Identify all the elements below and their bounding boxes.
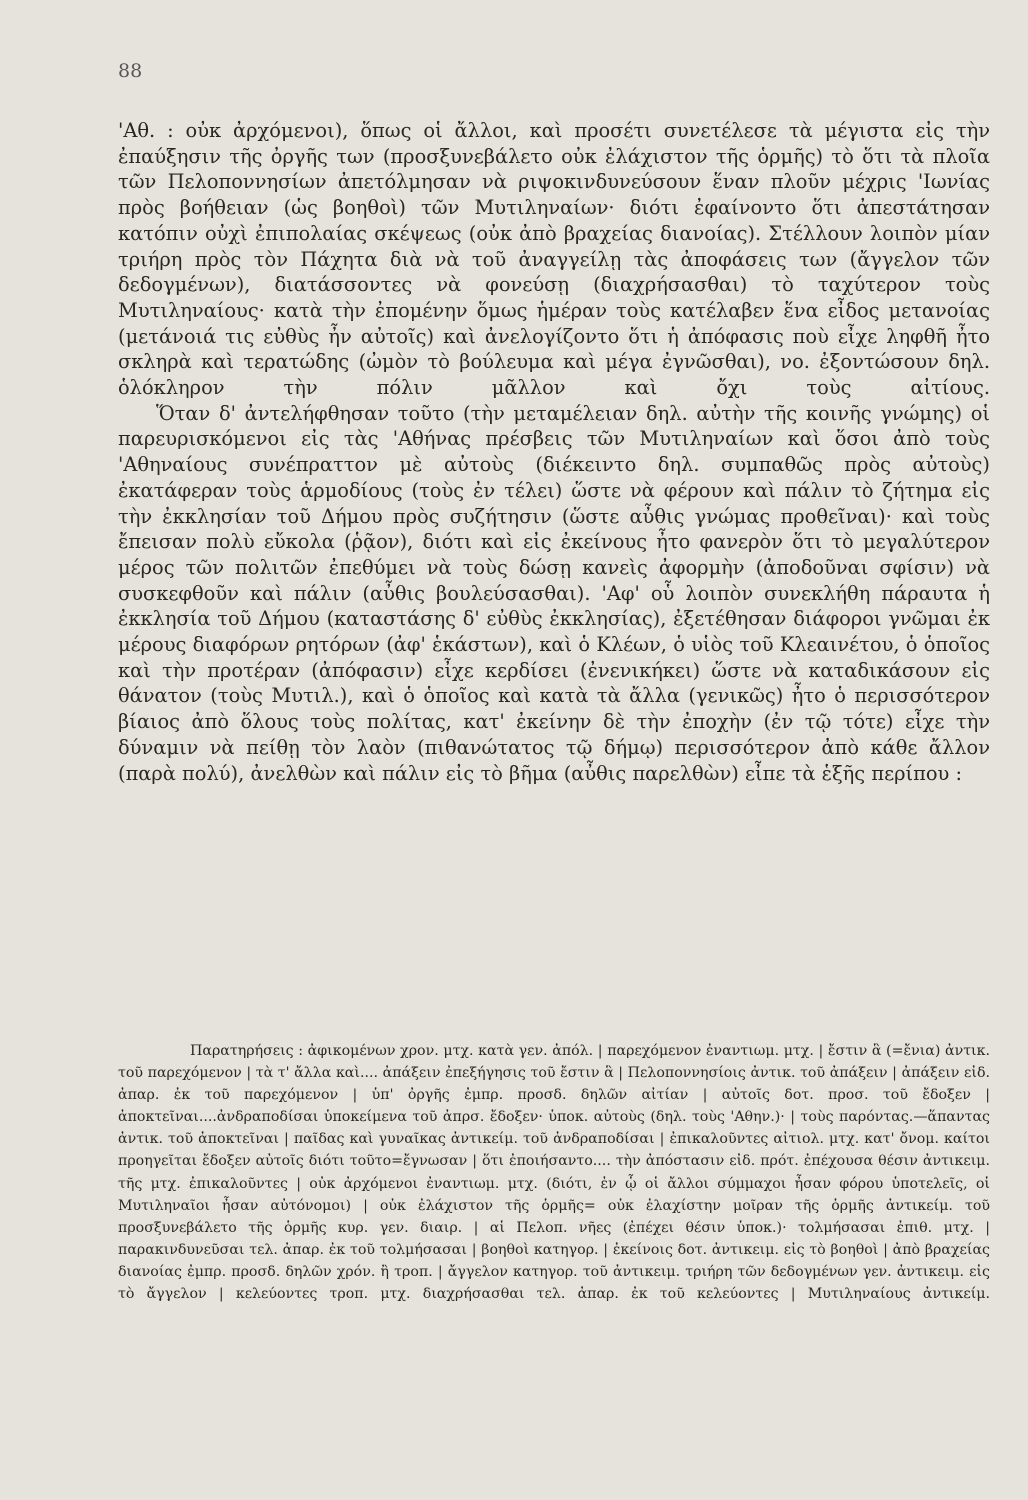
paragraph-1: 'Αθ. : οὐκ ἀρχόμενοι), ὅπως οἱ ἄλλοι, καὶ προσέτι συνετέλεσε τὰ μέγιστα εἰς τὴν ἐπαύξησιν τῆς ὀργῆς των (προσξυνεβάλετο οὐκ ἐλάχιστον τῆς ὁρμῆς) τὸ ὅτι τὰ πλοῖα τῶν Πελοποννησίων ἀπετόλμησαν νὰ ριψοκινδυνεύσουν ἕναν πλοῦν μέχρις 'Ιωνίας πρὸς βοήθειαν (ὡς βοηθοὶ) τῶν Μυτιληναίων· διότι ἐφαίνοντο ὅτι ἀπεστάτησαν κατόπιν οὐχὶ ἐπιπολαίας σκέψεως (οὐκ ἀπὸ βραχείας διανοίας). Στέλλουν λοιπὸν μίαν τριήρη πρὸς τὸν Πάχητα διὰ νὰ τοῦ ἀναγγείλῃ τὰς ἀποφάσεις των (ἄγγελον τῶν δεδογμένων), διατάσσοντες νὰ φονεύσῃ (διαχρήσασθαι) τὸ ταχύτερον τοὺς Μυτιληναίους· κατὰ τὴν ἐπομένην ὅμως ἡμέραν τοὺς κατέλαβεν ἕνα εἶδος μετανοίας (μετάνοιά τις εὐθὺς ἦν αὐτοῖς) καὶ ἀνελογίζοντο ὅτι ἡ ἀπόφασις ποὺ εἶχε ληφθῆ ἦτο σκληρὰ καὶ τερατώδης (ὠμὸν τὸ βούλευμα καὶ μέγα ἐγνῶσθαι), νο. ἐξοντώσουν δηλ. ὁλόκληρον τὴν πόλιν μᾶλλον καὶ ὄχι τοὺς αἰτίους. xyxy=(118,119,990,400)
main-text xyxy=(118,118,990,786)
grammatical-notes xyxy=(118,1040,990,1305)
paragraph-2: Ὅταν δ' ἀντελήφθησαν τοῦτο (τὴν μεταμέλειαν δηλ. αὐτὴν τῆς κοινῆς γνώμης) οἱ παρευρισκόμενοι εἰς τὰς 'Αθήνας πρέσβεις τῶν Μυτιληναίων καὶ ὅσοι ἀπὸ τοὺς 'Αθηναίους συνέπραττον μὲ αὐτοὺς (διέκειντο δηλ. συμπαθῶς πρὸς αὐτοὺς) ἐκατάφεραν τοὺς ἁρμοδίους (τοὺς ἐν τέλει) ὥστε νὰ φέρουν καὶ πάλιν τὸ ζήτημα εἰς τὴν ἐκκλησίαν τοῦ Δήμου πρὸς συζήτησιν (ὥστε αὖθις γνώμας προθεῖναι)· καὶ τοὺς ἔπεισαν πολὺ εὔκολα (ῥᾷον), διότι καὶ εἰς ἐκείνους ἦτο φανερὸν ὅτι τὸ μεγαλύτερον μέρος τῶν πολιτῶν ἐπεθύμει νὰ τοὺς δώσῃ κανεὶς ἀφορμὴν (ἀποδοῦναι σφίσιν) νὰ συσκεφθοῦν καὶ πάλιν (αὖθις βουλεύσασθαι). 'Αφ' οὗ λοιπὸν συνεκλήθη πάραυτα ἡ ἐκκλησία τοῦ Δήμου (καταστάσης δ' εὐθὺς ἐκκλησίας), ἐξετέθησαν διάφοροι γνῶμαι ἐκ μέρους διαφόρων ρητόρων (ἀφ' ἑκάστων), καὶ ὁ Κλέων, ὁ υἱὸς τοῦ Κλεαινέτου, ὁ ὁποῖος καὶ τὴν προτέραν (ἀπόφασιν) εἶχε κερδίσει (ἐνενικήκει) ὥστε νὰ καταδικάσουν εἰς θάνατον (τοὺς Μυτιλ.), καὶ ὁ ὁποῖος καὶ κατὰ τὰ ἄλλα (γενικῶς) ἦτο ὁ περισσότερον βίαιος ἀπὸ ὅλους τοὺς πολίτας, κατ' ἐκείνην δὲ τὴν ἐποχὴν (ἐν τῷ τότε) εἶχε τὴν δύναμιν νὰ πείθῃ τὸν λαὸν (πιθανώτατος τῷ δήμῳ) περισσότερον ἀπὸ κάθε ἄλλον (παρὰ πολύ), ἀνελθὼν καὶ πάλιν εἰς τὸ βῆμα (αὖθις παρελθὼν) εἶπε τὰ ἑξῆς περίπου : xyxy=(118,401,990,785)
page-number: 88 xyxy=(118,60,143,82)
notes-text: Παρατηρήσεις : ἀφικομένων χρον. μτχ. κατὰ γεν. ἀπόλ. | παρεχόμενον ἐναντιωμ. μτχ. | ἔστιν ἃ (=ἔνια) ἀντικ. τοῦ παρεχόμενον | τὰ τ' ἄλλα καὶ.... ἀπάξειν ἐπεξήγησις τοῦ ἔστιν ἃ | Πελοποννησίοις ἀντικ. τοῦ ἀπάξειν | ἀπάξειν εἰδ. ἀπαρ. ἐκ τοῦ παρεχόμενον | ὑπ' ὀργῆς ἐμπρ. προσδ. δηλῶν αἰτίαν | αὐτοῖς δοτ. προσ. τοῦ ἔδοξεν | ἀποκτεῖναι....ἀνδραποδίσαι ὑποκείμενα τοῦ ἀπρσ. ἔδοξεν· ὑποκ. αὐτοὺς (δηλ. τοὺς 'Αθην.)· | τοὺς παρόντας.—ἅπαντας ἀντικ. τοῦ ἀποκτεῖναι | παῖδας καὶ γυναῖκας ἀντικείμ. τοῦ ἀνδραποδίσαι | ἐπικαλοῦντες αἰτιολ. μτχ. κατ' ὄνομ. καίτοι προηγεῖται ἔδοξεν αὐτοῖς διότι τοῦτο=ἔγνωσαν | ὅτι ἐποιήσαντο.... τὴν ἀπόστασιν εἰδ. πρότ. ἐπέχουσα θέσιν ἀντικειμ. τῆς μτχ. ἐπικαλοῦντες | οὐκ ἀρχόμενοι ἐναντιωμ. μτχ. (διότι, ἐν ᾧ οἱ ἄλλοι σύμμαχοι ἦσαν φόρου ὑποτελεῖς, οἱ Μυτιληναῖοι ἦσαν αὐτόνομοι) | οὐκ ἐλάχιστον τῆς ὁρμῆς= οὐκ ἐλαχίστην μοῖραν τῆς ὁρμῆς ἀντικείμ. τοῦ προσξυνεβάλετο τῆς ὁρμῆς κυρ. γεν. διαιρ. | αἱ Πελοπ. νῆες (ἐπέχει θέσιν ὑποκ.)· τολμήσασαι ἐπιθ. μτχ. | παρακινδυνεῦσαι τελ. ἀπαρ. ἐκ τοῦ τολμήσασαι | βοηθοὶ κατηγορ. | ἐκείνοις δοτ. ἀντικειμ. εἰς τὸ βοηθοὶ | ἀπὸ βραχείας διανοίας ἐμπρ. προσδ. δηλῶν χρόν. ἢ τροπ. | ἄγγελον κατηγορ. τοῦ ἀντικειμ. τριήρη τῶν δεδογμένων γεν. ἀντικειμ. εἰς τὸ ἄγγελον | κελεύοντες τροπ. μτχ. διαχρήσασθαι τελ. ἀπαρ. ἐκ τοῦ κελεύοντες | Μυτιληναίους ἀντικείμ. xyxy=(118,1043,990,1303)
